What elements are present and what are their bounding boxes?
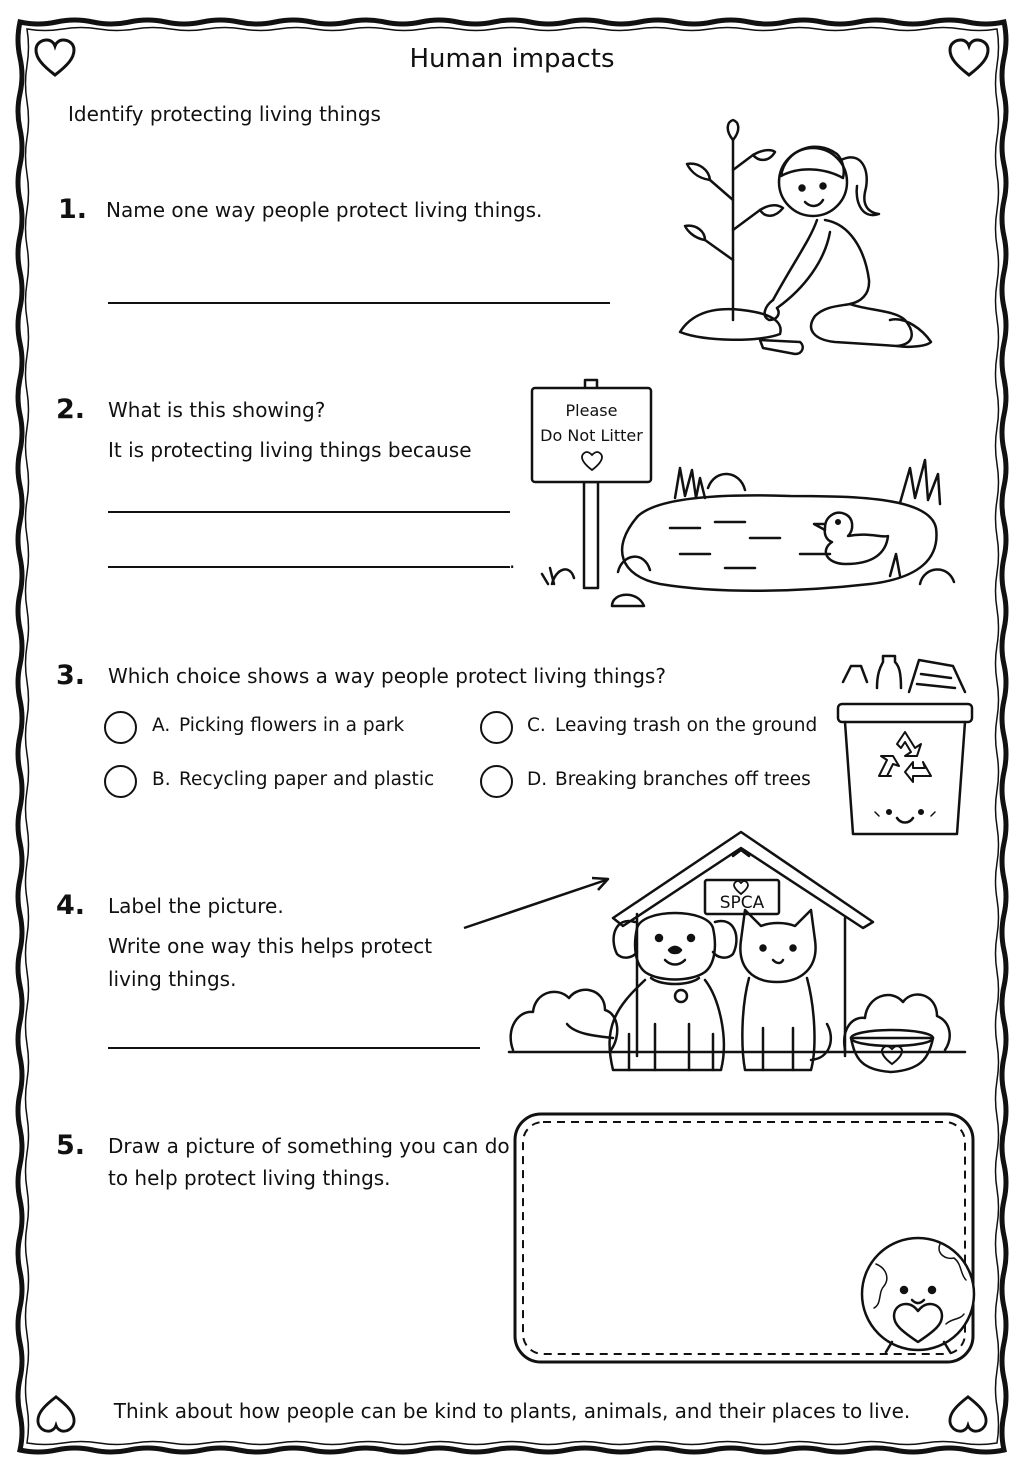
footer-note: Think about how people can be kind to plants, animals, and their places to live. — [113, 1399, 911, 1423]
recycle-icon — [879, 732, 931, 782]
question-number: 5. — [56, 1130, 86, 1161]
question-text: Draw a picture of something you can do — [108, 1134, 510, 1158]
question-text: What is this showing? — [108, 398, 326, 422]
option-d-radio[interactable] — [480, 765, 513, 798]
option-a-radio[interactable] — [104, 711, 137, 744]
option-a-letter: A. — [152, 715, 171, 736]
question-text: It is protecting living things because — [108, 438, 472, 462]
shelter-sign-label: SPCA — [719, 893, 765, 913]
question-text: to help protect living things. — [108, 1166, 391, 1190]
recycling-bin-illustration — [835, 652, 975, 838]
option-c-letter: C. — [527, 715, 546, 736]
question-number: 2. — [56, 394, 86, 425]
page-title: Human impacts — [409, 44, 615, 74]
question-number: 3. — [56, 660, 86, 691]
answer-line[interactable] — [108, 566, 510, 568]
option-a-label[interactable]: Picking flowers in a park — [179, 715, 405, 736]
sign-text-line2: Do Not Litter — [540, 426, 643, 445]
option-b-label[interactable]: Recycling paper and plastic — [179, 769, 435, 790]
answer-line[interactable] — [108, 511, 510, 513]
sign-text-line1: Please — [565, 401, 618, 420]
page-subtitle: Identify protecting living things — [68, 102, 381, 126]
question-text: Which choice shows a way people protect living things? — [108, 664, 666, 688]
option-c-radio[interactable] — [480, 711, 513, 744]
animal-shelter-illustration — [505, 828, 970, 1082]
question-number: 4. — [56, 890, 86, 921]
option-c-label[interactable]: Leaving trash on the ground — [555, 715, 818, 736]
answer-line-period: . — [509, 549, 516, 573]
girl-planting-tree-illustration — [665, 120, 945, 360]
bowl-heart-icon — [882, 1046, 902, 1064]
question-text: Label the picture. — [108, 894, 284, 918]
answer-line[interactable] — [108, 1047, 480, 1049]
question-number: 1. — [58, 194, 88, 225]
option-d-letter: D. — [527, 769, 548, 790]
earth-heart-illustration — [856, 1234, 980, 1358]
question-text: Name one way people protect living things. — [106, 198, 543, 222]
question-text: Write one way this helps protect — [108, 934, 433, 958]
option-b-radio[interactable] — [104, 765, 137, 798]
option-b-letter: B. — [152, 769, 171, 790]
question-text: living things. — [108, 967, 237, 991]
answer-line[interactable] — [108, 302, 610, 304]
option-d-label[interactable]: Breaking branches off trees — [555, 769, 811, 790]
